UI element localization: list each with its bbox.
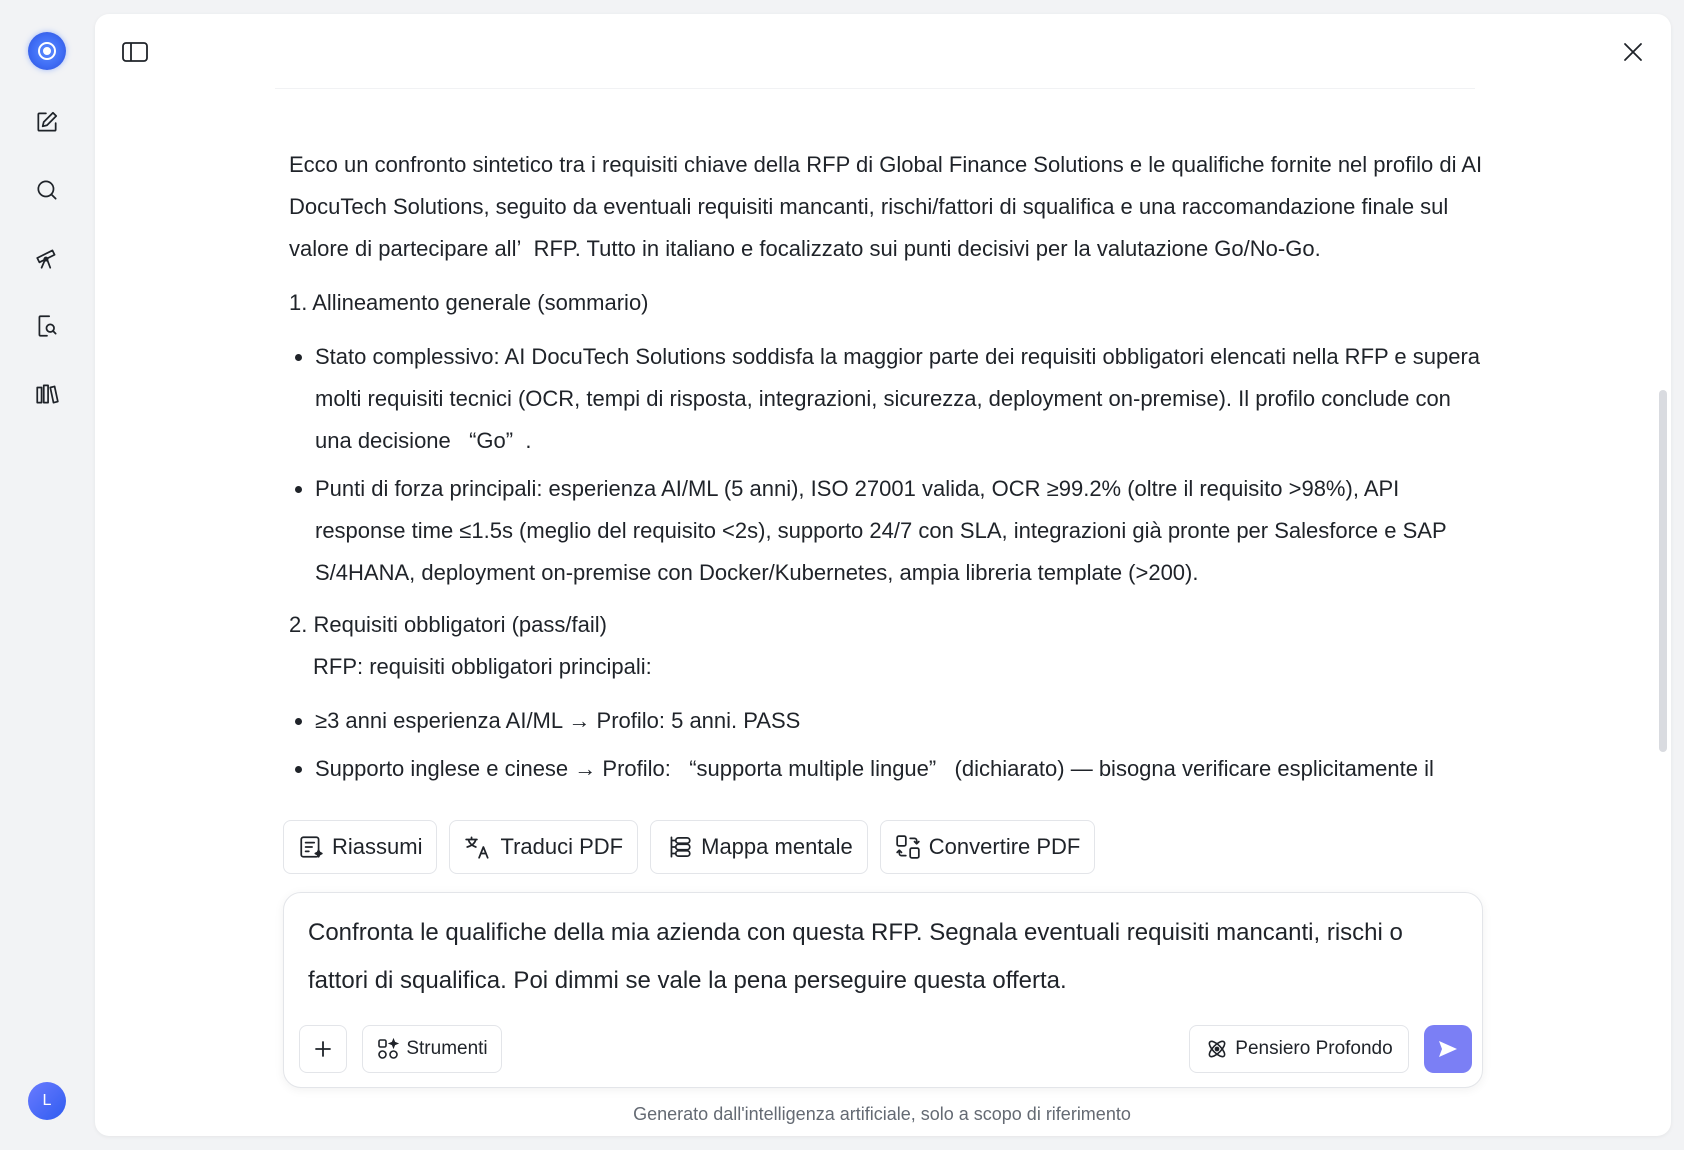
mind-map-button[interactable] [650,820,868,874]
message-intro: Ecco un confronto sintetico tra i requisiti chiave della RFP di Global Finance Solutions e le qualifiche fornite nel profilo di AI DocuTech Solutions, seguito da eventuali requisiti mancanti, rischi/fattori di squalifica e una raccomandazione finale sul valore di partecipare all’ RFP. Tutto in italiano e focalizzato sui punti decisivi per la valutazione Go/No-Go. [289,152,1483,261]
message-composer[interactable] [283,892,1483,1088]
atom-icon [1205,1037,1229,1061]
send-button[interactable] [1424,1025,1472,1073]
tools-icon [376,1037,400,1061]
plus-icon [313,1039,333,1059]
convert-icon [895,834,921,860]
send-icon [1436,1037,1460,1061]
deep-think-label: Pensiero Profondo [1235,1038,1393,1059]
section-title: 1. Allineamento generale (sommario) [289,290,649,315]
avatar[interactable] [28,1082,66,1120]
divider [275,88,1475,89]
mind-map-label: Mappa mentale [701,834,853,859]
search-icon[interactable] [31,174,63,206]
app-logo-icon[interactable] [28,32,66,70]
convert-pdf-button[interactable] [880,820,1096,874]
edit-icon[interactable] [31,106,63,138]
convert-pdf-label: Convertire PDF [928,834,1081,859]
summarize-icon [298,834,324,860]
list-item: • Supporto inglese e cinese → Profilo: “supporta multiple lingue” (dichiarato) — bisogna verificare esplicitamente il [315,748,1489,790]
assistant-message [289,144,1489,796]
quick-actions [283,820,1095,872]
library-icon[interactable] [31,378,63,410]
scrollbar[interactable] [1659,390,1667,752]
ai-disclaimer: Generato dall'intelligenza artificiale, solo a scopo di riferimento [633,1104,1131,1124]
tools-button[interactable] [362,1025,502,1073]
telescope-icon[interactable] [31,242,63,274]
chat-panel [95,14,1671,1136]
bullet-list [289,700,1489,790]
avatar-initial: L [42,1092,52,1109]
sidebar-toggle-icon[interactable] [119,36,151,68]
translate-pdf-button[interactable] [449,820,638,874]
prompt-input[interactable]: Confronta le qualifiche della mia azienda con questa RFP. Segnala eventuali requisiti mancanti, rischi o fattori di squalifica. Poi dimmi se vale la pena perseguire questa offerta. [308,919,1403,994]
translate-pdf-label: Traduci PDF [500,834,624,859]
mind-map-icon [665,834,693,860]
bullet-list [289,336,1489,594]
add-attachment-button[interactable] [299,1025,347,1073]
list-item: • ≥3 anni esperienza AI/ML → Profilo: 5 anni. PASS [315,700,1489,742]
section-subtitle: RFP: requisiti obbligatori principali: [313,654,652,679]
translate-icon [464,834,492,860]
list-item: • Stato complessivo: AI DocuTech Solutions soddisfa la maggior parte dei requisiti obbligatori elencati nella RFP e supera molti requisiti tecnici (OCR, tempi di risposta, integrazioni, sicurezza, deployment on-premise). Il profilo conclude con una decisione “Go” . [315,336,1489,462]
document-search-icon[interactable] [31,310,63,342]
tools-label: Strumenti [406,1038,488,1059]
summarize-label: Riassumi [332,834,423,859]
sidebar [0,0,95,1150]
deep-think-button[interactable] [1189,1025,1409,1073]
list-item: • Punti di forza principali: esperienza AI/ML (5 anni), ISO 27001 valida, OCR ≥99.2% (oltre il requisito >98%), API response time ≤1.5s (meglio del requisito <2s), supporto 24/7 con SLA, integrazioni già pronte per Salesforce e SAP S/4HANA, deployment on-premise con Docker/Kubernetes, ampia libreria template (>200). [315,468,1489,594]
close-icon[interactable] [1617,36,1649,68]
summarize-button[interactable] [283,820,437,874]
section-title: 2. Requisiti obbligatori (pass/fail) [289,612,607,637]
